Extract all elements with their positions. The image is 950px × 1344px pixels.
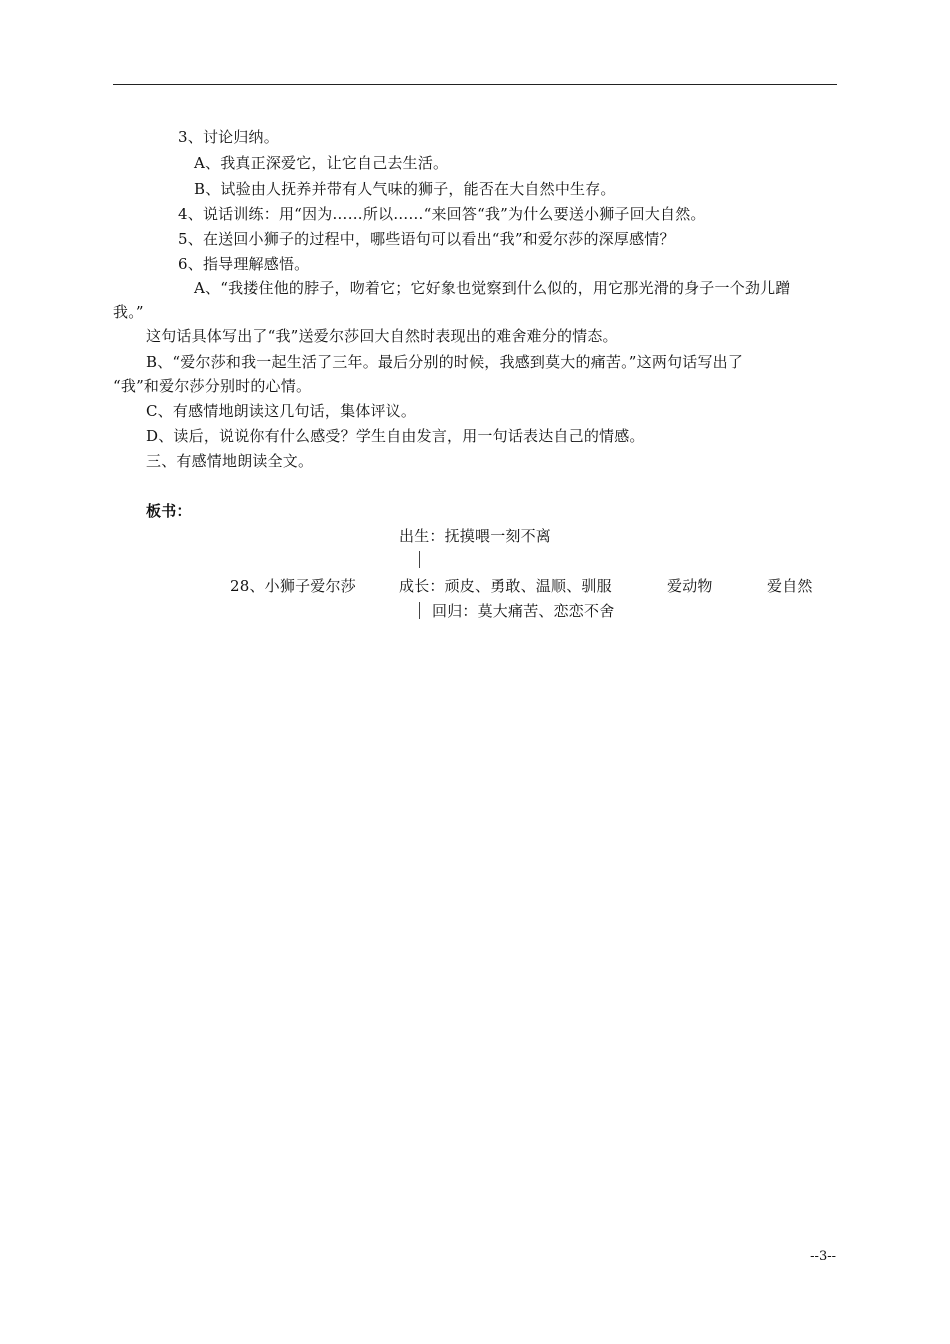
text-line: B、试验由人抚养并带有人气味的狮子，能否在大自然中生存。 (194, 180, 616, 198)
text-line: A、“我搂住他的脖子，吻着它；它好象也觉察到什么似的，用它那光滑的身子一个劲儿蹭 (194, 279, 791, 297)
text-line: 三、有感情地朗读全文。 (146, 452, 314, 470)
text-line: 6、指导理解感悟。 (178, 255, 310, 273)
board-growth: 成长：顽皮、勇敢、温顺、驯服 (399, 577, 612, 595)
text-line: 我。” (113, 303, 144, 321)
text-line: C、有感情地朗读这几句话，集体评议。 (146, 402, 417, 420)
text-line: 这句话具体写出了“我”送爱尔莎回大自然时表现出的难舍难分的情态。 (146, 327, 618, 345)
board-love-nature: 爱自然 (767, 577, 813, 595)
text-line: A、我真正深爱它，让它自己去生活。 (194, 154, 449, 172)
board-return: 回归：莫大痛苦、恋恋不舍 (432, 602, 615, 620)
text-line: 4、说话训练：用“因为……所以……“来回答“我”为什么要送小狮子回大自然。 (178, 205, 706, 223)
page-number: --3-- (810, 1249, 836, 1264)
text-line: D、读后，说说你有什么感受？学生自由发言，用一句话表达自己的情感。 (146, 427, 645, 445)
board-birth: 出生：抚摸喂一刻不离 (399, 527, 552, 545)
board-connector-bottom (419, 602, 420, 619)
text-line: 3、讨论归纳。 (178, 128, 279, 146)
text-line: 5、在送回小狮子的过程中，哪些语句可以看出“我”和爱尔莎的深厚感情？ (178, 230, 675, 248)
board-love-animals: 爱动物 (667, 577, 713, 595)
text-line: “我”和爱尔莎分别时的心情。 (113, 377, 312, 395)
board-connector-top (419, 551, 420, 568)
text-line: B、“爱尔莎和我一起生活了三年。最后分别的时候，我感到莫大的痛苦。”这两句话写出了 (146, 353, 744, 371)
header-rule (113, 84, 837, 85)
board-title: 28、小狮子爱尔莎 (230, 577, 356, 595)
board-heading: 板书： (146, 502, 192, 520)
